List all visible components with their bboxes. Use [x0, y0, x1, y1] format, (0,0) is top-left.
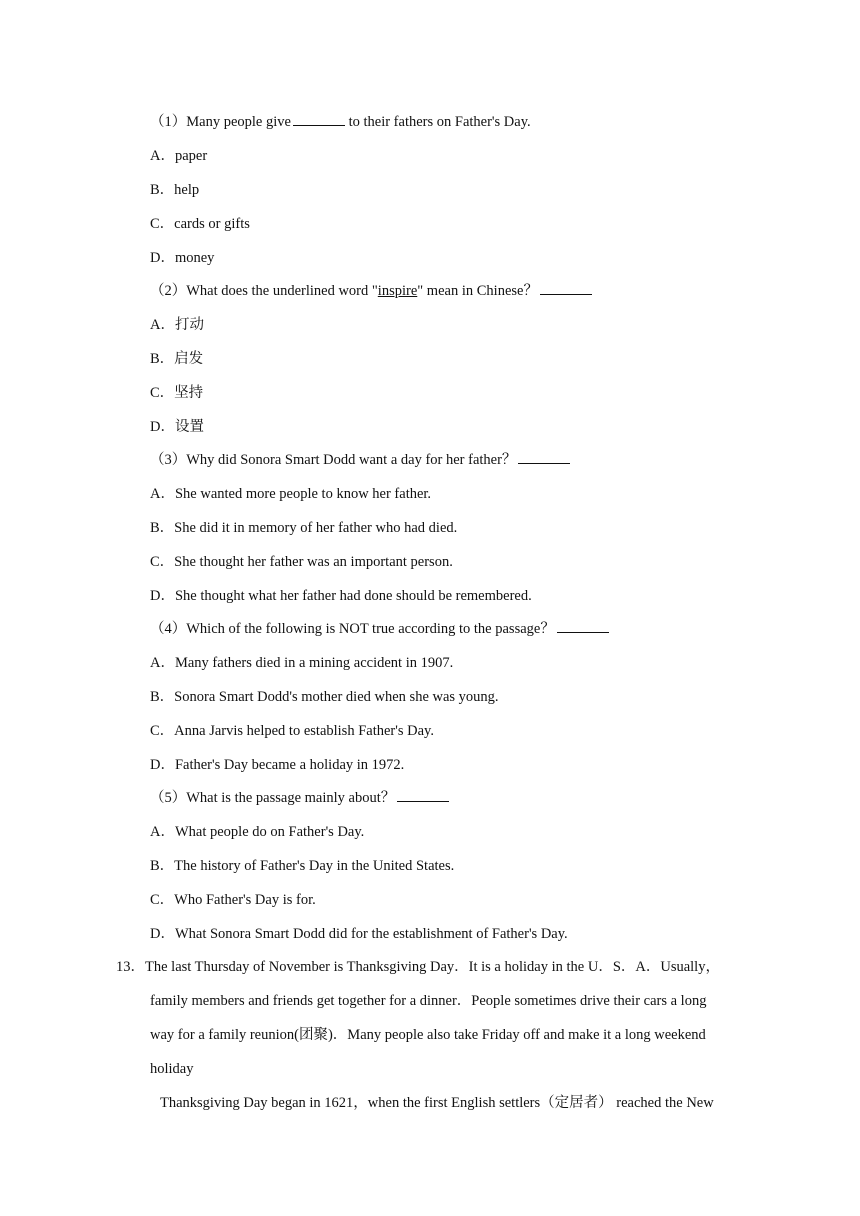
passage-13-line-4: holiday — [150, 1061, 194, 1077]
question-5-option-b: B．The history of Father's Day in the United States. — [150, 858, 455, 874]
question-4-option-b: B．Sonora Smart Dodd's mother died when she was young. — [150, 689, 499, 705]
question-2-option-b: B．启发 — [150, 351, 204, 367]
question-5-text: （5）What is the passage mainly about？ — [150, 790, 396, 806]
question-5-option-a: A．What people do on Father's Day. — [150, 824, 365, 840]
answer-blank — [540, 282, 592, 295]
passage-13-line-1: 13．The last Thursday of November is Thanksgiving Day．It is a holiday in the U．S．A．Usually， — [116, 959, 720, 975]
question-4-option-d: D．Father's Day became a holiday in 1972. — [150, 757, 405, 773]
question-2-option-d: D．设置 — [150, 419, 204, 435]
question-3-stem — [150, 451, 570, 469]
question-4-stem — [150, 620, 609, 638]
question-2-stem — [150, 282, 592, 300]
question-1-option-a: A．paper — [150, 148, 208, 164]
question-5-option-d: D．What Sonora Smart Dodd did for the establishment of Father's Day. — [150, 926, 568, 942]
question-3-option-a: A．She wanted more people to know her father. — [150, 486, 432, 502]
question-1-text-after: to their fathers on Father's Day. — [344, 114, 531, 130]
question-5-stem — [150, 789, 449, 807]
question-1-text-before: （1）Many people give — [150, 114, 291, 130]
passage-13-line-2: family members and friends get together for a dinner．People sometimes drive their cars a long — [150, 993, 707, 1009]
question-1-option-d: D．money — [150, 250, 215, 266]
question-2-option-c: C．坚持 — [150, 385, 204, 401]
answer-blank — [397, 789, 449, 802]
answer-blank — [557, 620, 609, 633]
question-5-option-c: C．Who Father's Day is for. — [150, 892, 316, 908]
passage-13-line-3: way for a family reunion(团聚)．Many people also take Friday off and make it a long weekend — [150, 1027, 706, 1043]
answer-blank — [293, 113, 345, 126]
answer-blank — [518, 451, 570, 464]
question-1-option-c: C．cards or gifts — [150, 216, 250, 232]
question-1-stem — [150, 113, 531, 131]
question-2-text-before: （2）What does the underlined word " — [150, 283, 378, 299]
question-4-option-c: C．Anna Jarvis helped to establish Father's Day. — [150, 723, 434, 739]
passage-13-paragraph-2: Thanksgiving Day began in 1621，when the first English settlers（定居者） reached the New — [160, 1095, 714, 1111]
question-4-text: （4）Which of the following is NOT true according to the passage？ — [150, 621, 555, 637]
question-3-option-b: B．She did it in memory of her father who had died. — [150, 520, 458, 536]
question-2-text-after: " mean in Chinese？ — [417, 283, 538, 299]
question-3-text: （3）Why did Sonora Smart Dodd want a day for her father？ — [150, 452, 517, 468]
question-4-option-a: A．Many fathers died in a mining accident in 1907. — [150, 655, 454, 671]
underlined-word: inspire — [377, 283, 418, 299]
question-3-option-d: D．She thought what her father had done should be remembered. — [150, 588, 532, 604]
question-1-option-b: B．help — [150, 182, 200, 198]
question-3-option-c: C．She thought her father was an important person. — [150, 554, 453, 570]
question-2-option-a: A．打动 — [150, 317, 204, 333]
